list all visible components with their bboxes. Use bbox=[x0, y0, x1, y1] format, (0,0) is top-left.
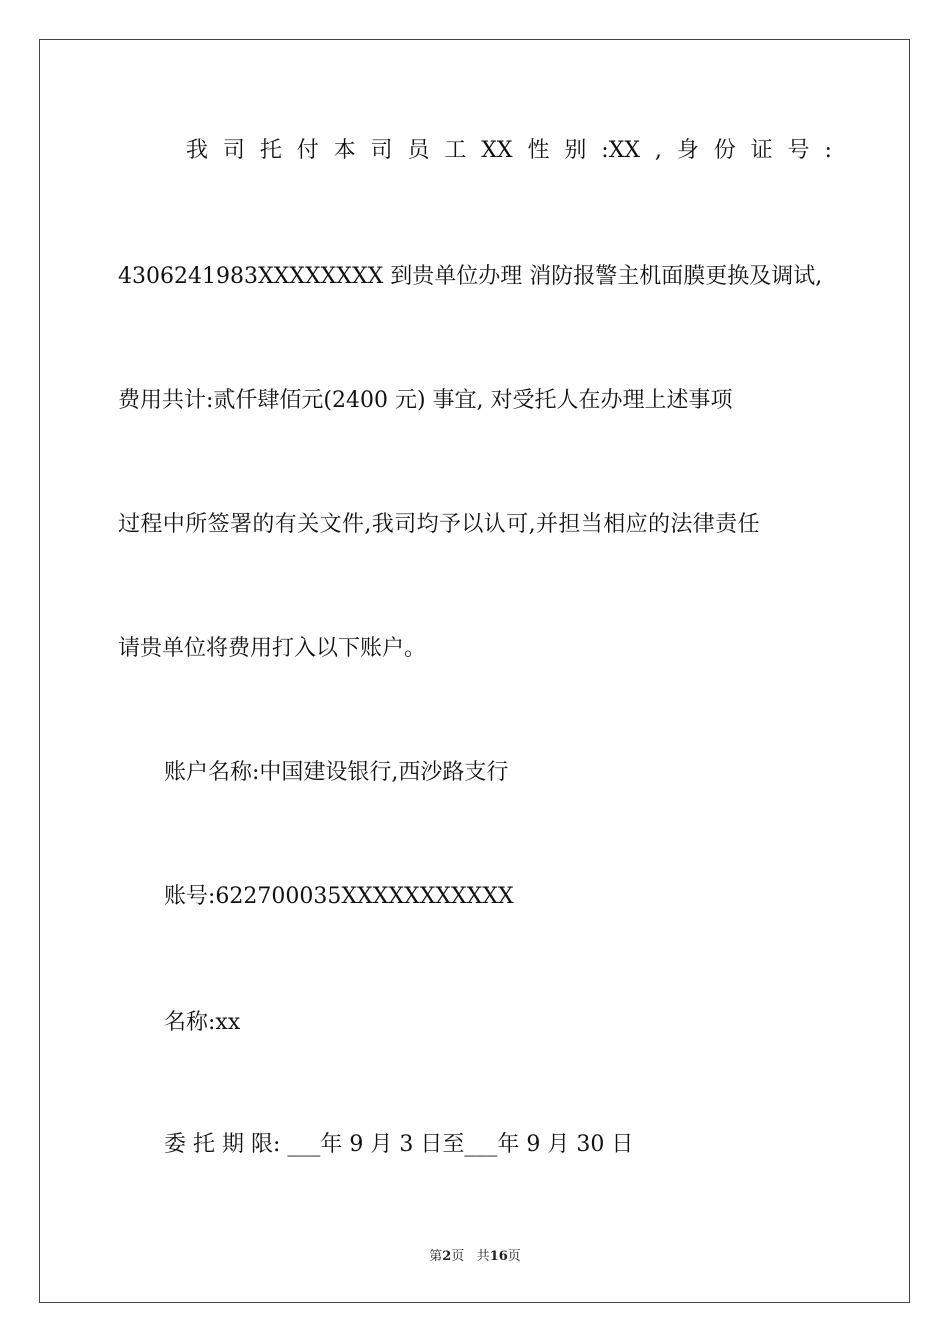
payee-name: 名称:xx bbox=[164, 1010, 241, 1035]
account-name: 账户名称:中国建设银行,西沙路支行 bbox=[164, 760, 509, 785]
text-segment: 员 bbox=[407, 138, 430, 163]
letter-line-5: 请贵单位将费用打入以下账户。 bbox=[118, 636, 427, 661]
text-segment: : bbox=[824, 138, 832, 163]
account-number: 账号:622700035XXXXXXXXXXX bbox=[164, 884, 514, 909]
text-segment: 身 bbox=[676, 138, 699, 163]
entrust-period: 委 托 期 限: ___年 9 月 3 日至___年 9 月 30 日 bbox=[164, 1132, 634, 1157]
total-prefix: 共 bbox=[476, 1249, 490, 1264]
page-border bbox=[39, 39, 910, 1303]
text-segment: 号 bbox=[787, 138, 810, 163]
text-segment: :XX bbox=[601, 138, 641, 163]
letter-line-1 bbox=[186, 136, 832, 166]
text-segment: 份 bbox=[713, 138, 736, 163]
text-segment: 证 bbox=[750, 138, 773, 163]
text-segment: 司 bbox=[222, 138, 245, 163]
letter-line-3: 费用共计:贰仟肆佰元(2400 元) 事宜, 对受托人在办理上述事项 bbox=[118, 388, 733, 413]
text-segment: 付 bbox=[296, 138, 319, 163]
text-segment: 托 bbox=[259, 138, 282, 163]
text-segment: 本 bbox=[333, 138, 356, 163]
total-pages: 16 bbox=[489, 1249, 508, 1264]
letter-line-2: 4306241983XXXXXXXX 到贵单位办理 消防报警主机面膜更换及调试, bbox=[118, 264, 823, 289]
text-segment: 别 bbox=[564, 138, 587, 163]
page-number: 2 bbox=[442, 1249, 452, 1264]
text-segment: 司 bbox=[370, 138, 393, 163]
page-prefix: 第 bbox=[429, 1249, 443, 1264]
letter-line-4: 过程中所签署的有关文件,我司均予以认可,并担当相应的法律责任 bbox=[118, 512, 760, 537]
text-segment: 我 bbox=[186, 138, 209, 163]
total-suffix: 页 bbox=[507, 1249, 521, 1264]
page-suffix: 页 bbox=[451, 1249, 465, 1264]
text-segment: 性 bbox=[527, 138, 550, 163]
text-segment: 工 bbox=[444, 138, 467, 163]
text-segment: XX bbox=[481, 138, 513, 163]
text-segment: , bbox=[654, 138, 662, 163]
page-footer bbox=[0, 1248, 950, 1266]
